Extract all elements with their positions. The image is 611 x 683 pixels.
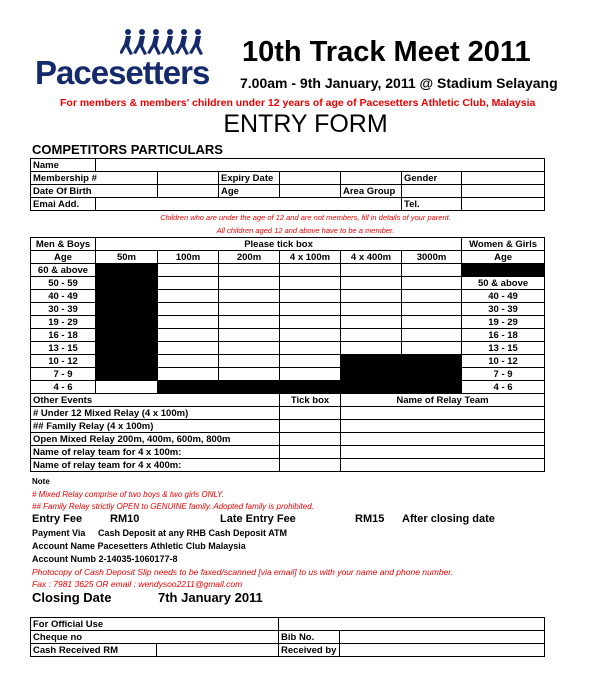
age-field[interactable] (280, 185, 341, 198)
age-left: 13 - 15 (31, 342, 96, 355)
email-label: Emai Add. (31, 198, 96, 211)
event-tick-box[interactable] (219, 316, 280, 329)
age-left: 50 - 59 (31, 277, 96, 290)
event-tick-box[interactable] (219, 290, 280, 303)
age-right: 30 - 39 (462, 303, 545, 316)
relay-team-field[interactable] (341, 407, 545, 420)
col-header: 4 x 100m (280, 251, 341, 264)
event-tick-box[interactable] (402, 264, 462, 277)
cash-label: Cash Received RM (31, 644, 157, 657)
age-header-left: Age (31, 251, 96, 264)
age-left: 16 - 18 (31, 329, 96, 342)
event-tick-box (280, 381, 341, 394)
col-header: 200m (219, 251, 280, 264)
event-tick-box[interactable] (219, 355, 280, 368)
relay-team-label: Name of Relay Team (341, 394, 545, 407)
payment-detail: Cash Deposit at any RHB Cash Deposit ATM (98, 528, 288, 538)
tick-box[interactable] (280, 407, 341, 420)
tel-field[interactable] (462, 198, 545, 211)
event-tick-box[interactable] (402, 303, 462, 316)
event-tick-box (341, 381, 402, 394)
runners-logo-icon (120, 28, 210, 56)
account-number: Account Numb 2-14035-1060177-8 (32, 554, 178, 564)
bib-label: Bib No. (279, 631, 340, 644)
page-title: 10th Track Meet 2011 (242, 36, 531, 68)
event-tick-box[interactable] (280, 316, 341, 329)
tick-box[interactable] (280, 459, 341, 472)
event-tick-box (402, 368, 462, 381)
tick-header: Please tick box (96, 238, 462, 251)
event-tick-box[interactable] (158, 342, 219, 355)
form-title: ENTRY FORM (223, 110, 388, 138)
event-tick-box[interactable] (158, 290, 219, 303)
children-note: Children who are under the age of 12 and are not members, fill in details of your parent. (160, 213, 451, 222)
age-row (31, 329, 545, 342)
col-header: 4 x 400m (341, 251, 402, 264)
account-name: Account Name Pacesetters Athletic Club Malaysia (32, 541, 246, 551)
col-header: 100m (158, 251, 219, 264)
event-tick-box (96, 368, 158, 381)
expiry-label: Expiry Date (219, 172, 280, 185)
official-use-field[interactable] (279, 618, 545, 631)
relay-team-field[interactable] (341, 446, 545, 459)
tick-box-label: Tick box (280, 394, 341, 407)
col-header: 50m (96, 251, 158, 264)
event-tick-box (96, 355, 158, 368)
age-row (31, 355, 545, 368)
received-field[interactable] (340, 644, 545, 657)
eligibility-note: For members & members' children under 12 years of age of Pacesetters Athletic Club, Malaysia (60, 97, 536, 109)
age-left: 10 - 12 (31, 355, 96, 368)
event-tick-box[interactable] (341, 303, 402, 316)
other-events-label: Other Events (31, 394, 280, 407)
event-tick-box[interactable] (402, 316, 462, 329)
age-left: 40 - 49 (31, 290, 96, 303)
particulars-heading: COMPETITORS PARTICULARS (32, 142, 223, 157)
age-right: 50 & above (462, 277, 545, 290)
official-use-table (30, 617, 545, 657)
col-header: 3000m (402, 251, 462, 264)
age-right: 13 - 15 (462, 342, 545, 355)
event-tick-box (96, 264, 158, 277)
event-tick-box (96, 342, 158, 355)
event-tick-box[interactable] (96, 381, 158, 394)
mixed-relay-note: # Mixed Relay comprise of two boys & two girls ONLY. (32, 490, 224, 499)
age-row (31, 264, 545, 277)
event-tick-box (219, 381, 280, 394)
event-tick-box[interactable] (158, 264, 219, 277)
event-tick-box[interactable] (341, 277, 402, 290)
men-boys-header: Men & Boys (31, 238, 96, 251)
other-events-table (30, 393, 545, 472)
late-fee-amount: RM15 (355, 513, 385, 525)
member-note: All children aged 12 and above have to be a member. (216, 226, 395, 235)
age-row (31, 277, 545, 290)
particulars-table (30, 158, 545, 211)
tick-box[interactable] (280, 420, 341, 433)
event-tick-box[interactable] (158, 303, 219, 316)
event-tick-box (341, 355, 402, 368)
age-left: 30 - 39 (31, 303, 96, 316)
age-right: 19 - 29 (462, 316, 545, 329)
age-right: 4 - 6 (462, 381, 545, 394)
event-tick-box[interactable] (341, 329, 402, 342)
late-fee-label: Late Entry Fee (220, 513, 296, 525)
gender-label: Gender (402, 172, 462, 185)
event-tick-box[interactable] (341, 264, 402, 277)
tel-label: Tel. (402, 198, 462, 211)
age-right: 7 - 9 (462, 368, 545, 381)
fax-email: Fax : 7981 3625 OR email : wendysoo2211@gmail.com (32, 579, 243, 589)
relay-team-field[interactable] (341, 420, 545, 433)
area-field-2[interactable] (462, 185, 545, 198)
email-field[interactable] (96, 198, 402, 211)
event-tick-box[interactable] (280, 264, 341, 277)
event-tick-box[interactable] (280, 329, 341, 342)
area-field[interactable] (402, 185, 462, 198)
age-right (462, 264, 545, 277)
event-tick-box[interactable] (402, 329, 462, 342)
age-right: 16 - 18 (462, 329, 545, 342)
cash-field[interactable] (157, 644, 279, 657)
event-tick-box (96, 316, 158, 329)
cheque-label: Cheque no (31, 631, 279, 644)
tick-box[interactable] (280, 446, 341, 459)
relay-team-field[interactable] (341, 459, 545, 472)
event-tick-box[interactable] (280, 368, 341, 381)
name-label: Name (31, 159, 96, 172)
event-tick-box[interactable] (158, 329, 219, 342)
event-tick-box (96, 303, 158, 316)
event-tick-box[interactable] (158, 277, 219, 290)
event-subtitle: 7.00am - 9th January, 2011 @ Stadium Selayang (240, 75, 558, 91)
expiry-field[interactable] (280, 172, 341, 185)
event-tick-box[interactable] (402, 277, 462, 290)
event-tick-box[interactable] (280, 355, 341, 368)
event-tick-box[interactable] (341, 316, 402, 329)
logo-text: Pacesetters (35, 54, 210, 91)
relay-team-field[interactable] (341, 433, 545, 446)
event-tick-box[interactable] (219, 277, 280, 290)
age-right: 10 - 12 (462, 355, 545, 368)
relay-row-label: # Under 12 Mixed Relay (4 x 100m) (31, 407, 280, 420)
relay-row-label: Open Mixed Relay 200m, 400m, 600m, 800m (31, 433, 280, 446)
event-tick-box[interactable] (402, 342, 462, 355)
event-tick-box[interactable] (158, 316, 219, 329)
age-row (31, 381, 545, 394)
event-tick-box (402, 381, 462, 394)
dob-field[interactable] (158, 185, 219, 198)
closing-date-label: Closing Date (32, 590, 112, 605)
event-tick-box (96, 329, 158, 342)
event-tick-box[interactable] (219, 329, 280, 342)
tick-box[interactable] (280, 433, 341, 446)
event-tick-box (158, 381, 219, 394)
events-table (30, 237, 545, 394)
event-tick-box[interactable] (158, 355, 219, 368)
received-label: Received by (279, 644, 340, 657)
event-tick-box (96, 277, 158, 290)
family-relay-note: ## Family Relay strictly OPEN to GENUINE family. Adopted family is prohibited. (32, 502, 314, 511)
age-row (31, 316, 545, 329)
event-tick-box[interactable] (280, 277, 341, 290)
closing-date: 7th January 2011 (158, 590, 263, 605)
age-left: 19 - 29 (31, 316, 96, 329)
relay-row-label: Name of relay team for 4 x 100m: (31, 446, 280, 459)
age-row (31, 290, 545, 303)
bib-field[interactable] (340, 631, 545, 644)
age-row (31, 342, 545, 355)
event-tick-box[interactable] (219, 264, 280, 277)
note-label: Note (32, 477, 50, 486)
age-right: 40 - 49 (462, 290, 545, 303)
women-girls-header: Women & Girls (462, 238, 545, 251)
age-left: 4 - 6 (31, 381, 96, 394)
event-tick-box (96, 290, 158, 303)
photocopy-note: Photocopy of Cash Deposit Slip needs to be faxed/scanned [via email] to us with your name and phone number. (32, 567, 454, 577)
event-tick-box[interactable] (280, 342, 341, 355)
dob-label: Date Of Birth (31, 185, 158, 198)
name-field[interactable] (96, 159, 545, 172)
gender-field[interactable] (462, 172, 545, 185)
official-use-label: For Official Use (31, 618, 279, 631)
event-tick-box (341, 368, 402, 381)
membership-label: Membership # (31, 172, 158, 185)
age-label: Age (219, 185, 280, 198)
age-left: 60 & above (31, 264, 96, 277)
age-header-right: Age (462, 251, 545, 264)
age-left: 7 - 9 (31, 368, 96, 381)
payment-label: Payment Via (32, 528, 86, 538)
event-tick-box[interactable] (219, 368, 280, 381)
event-tick-box[interactable] (219, 342, 280, 355)
event-tick-box[interactable] (341, 342, 402, 355)
relay-row-label: Name of relay team for 4 x 400m: (31, 459, 280, 472)
entry-fee-amount: RM10 (110, 513, 140, 525)
event-tick-box (402, 355, 462, 368)
event-tick-box[interactable] (280, 303, 341, 316)
age-row (31, 368, 545, 381)
after-closing: After closing date (402, 513, 495, 525)
area-label: Area Group (341, 185, 402, 198)
membership-field[interactable] (158, 172, 219, 185)
event-tick-box[interactable] (341, 290, 402, 303)
event-tick-box[interactable] (219, 303, 280, 316)
event-tick-box[interactable] (158, 368, 219, 381)
expiry-field-2[interactable] (341, 172, 402, 185)
event-tick-box[interactable] (280, 290, 341, 303)
age-row (31, 303, 545, 316)
relay-row-label: ## Family Relay (4 x 100m) (31, 420, 280, 433)
entry-fee-label: Entry Fee (32, 513, 83, 525)
event-tick-box[interactable] (402, 290, 462, 303)
